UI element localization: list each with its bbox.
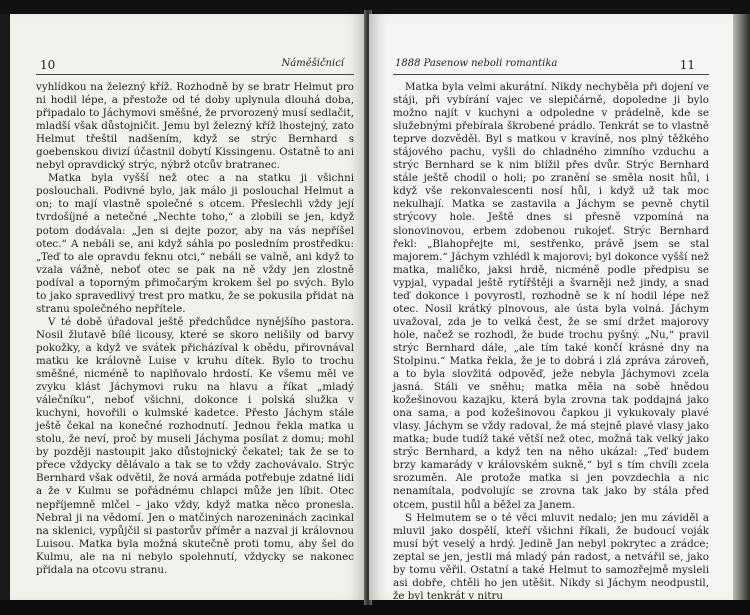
right-page-number: 11 — [679, 58, 695, 72]
left-paragraph: Matka byla vyšší než otec a na statku ji všichni poslouchali. Podivné bylo, jak málo ji poslouchal Helmut a on; to mají vlastně společné s otcem. Přeslechli vždy její tvrdošíjné a netečné „Nechte toho,“ a zlobili se jen, když potom dodávala: „Jen si dejte pozor, aby na vás nepříšel otec.“ A nebáli se, ani když sáhla po posledním prostředku: „Teď to ale opravdu feknu otci,“ nebáli se valně, ani když to vzala vážně, neboť otec se pak na ně vždy jen zlostně podíval a toporným přimočarým krokem šel po svých. Bylo to jako spravedlivý trest pro matku, že se pokusila přidat na stranu společného nepřítele. — [36, 172, 354, 315]
left-page — [10, 14, 366, 600]
left-running-head: Náměšičnicí — [281, 58, 344, 69]
scan-bottom-edge — [0, 600, 750, 615]
left-body-text — [36, 81, 354, 577]
left-paragraph: V té době úřadoval ještě předchůdce nynějšího pastora. Nosil žlutavě bílé licousy, které se skoro nelišily od barvy pokožky, a když ve svátek přicházíval k obědu, přirovnával matku ke královně Luise v kruhu dítek. Bylo to trochu směšné, nicméně to naplňovalo hrdostí. Ke všemu měl ve zvyku klást Jáchymovi ruku na hlavu a říkat „mladý válečníku“, neboť všichni, dokonce i polská služka v kuchyni, hovořili o kulmské kadetce. Přesto Jáchym stále ještě čekal na konečné rozhodnutí. Jednou řekla matka u stolu, že neví, proč by museli Jáchyma posílat z domu; mohl by později nastoupit jako důstojnický čekatel; tak že se to přece vždycky dělávalo a tak se to vždy zachovávalo. Strýc Bernhard však odvětil, že nová armáda potřebuje zdatné lidi a že v Kulmu se pořádnému chlapci může jen líbit. Otec nepříjemně mlčel – jako vždy, když matka něco pronesla. Nebral ji na vědomí. Jen o matčiných narozeninách zacinkal na sklenici, vypůjčil si pastorův příměr a nazval ji královnou Luisou. Matka byla možná skutečně proti tomu, aby šel do Kulmu, ale na ni nebylo spolehnutí, vždycky se nakonec přidala na otcovu stranu. — [36, 315, 354, 576]
right-paragraph: Matka byla velmi akurátní. Nikdy nechyběla při dojení ve stáji, při vybírání vajec ve slepičárně, dopoledne ji bylo možno najít v kuchyni a odpoledne v prádelně, kde se služebnými přebírala škrobené prádlo. Tenkrát se to vlastně teprve dozvěděl. Byl s matkou v kravíně, nos plný těžkého stájového pachu, vyšli do chladného zimního vzduchu a strýc Bernhard se k nim blížil přes dvůr. Strýc Bernhard stále ještě chodil o holi; po zranění se směla nosit hůl, i když vše rekonvalescenti nosí hůl, i když už tak moc nekulhají. Matka se zastavila a Jáchym se pevně chytil strýcovy hole. Ještě dnes si přesně vzpomíná na slonovinovou, erbem zdobenou rukojeť. Strýc Bernhard řekl: „Blahopřejte mi, sestřenko, právě jsem se stal majorem.“ Jáchym vzhlédl k majorovi; byl dokonce vyšší než matka, maličko, jaksi hrdě, nicméně podle předpisu se vypjal, vypadal ještě rytířštěji a švarněji než jindy, a snad teď dokonce i povyrostl, rozhodně se k ní hodil lépe než otec. Nosil krátký plnovous, ale ústa byla volná. Jáchym uvažoval, zda je to velká čest, že se smí držet majorovy hole, načež se rozhodl, že bude trochu pyšný. „Nu,“ pravil strýc Bernhard dále, „ale tím také končí krásné dny na Stolpinu.“ Matka řekla, že je to dobrá i zlá zpráva zároveň, a to byla slovžitá odpověď, ježe nebyla Jáchymovi zcela jasná. Stáli ve sněhu; matka měla na sobě hnědou kožešinovou kazajku, která byla zrovna tak poddajná jako ona sama, a pod kožešinovou čapkou ji vykukovaly plavé vlasy. Jáchym se vždy radoval, že má stejně plavé vlasy jako matka; bude tudíž také větší než otec, možná tak velký jako strýc Bernhard, a když ten na něho ukázal: „Teď budem brzy kamarády v královském sukně,“ byl s tím chvíli zcela srozuměn. Ale protože matka si jen povzdechla a nic nenamítala, podvolujíc se zrovna tak jako by stála před otcem, pustil hůl a běžel za Janem. — [393, 81, 709, 511]
right-body-text — [393, 81, 709, 600]
page-stack-edge — [733, 14, 750, 600]
right-header-rule — [393, 74, 709, 75]
right-paragraph: S Helmutem se o té věci mluvit nedalo; jen mu záviděl a mluvil jako dospělí, kteří všichni říkali, že budoucí voják musí být veselý a hrdý. Jedině Jan nebyl pokrytec a zrádce; zeptal se jen, jestli má mladý pán radost, a netvářil se, jako by tomu věřil. Ostatní a také Helmut to samozřejmě mysleli asi dobře, chtěli ho jen utěšit. Nikdy si Jáchym neodpustil, že byl tenkrát v nitru — [393, 511, 709, 600]
left-header-rule — [36, 74, 354, 75]
right-running-head: 1888 Pasenow neboli romantika — [395, 58, 558, 69]
left-paragraph: vyhlídkou na železný kříž. Rozhodně by se bratr Helmut pro ni hodil lépe, a přestože od té doby uplynula dlouhá doba, připadalo to Jáchymovi směšné, že prvorozený musí sedlačit, mladší však důstojničit. Jemu byl železný kříž lhostejný, zato Helmut třeštil nadšením, když se strýc Bernhard s goebenskou divizí účastnil dobytí Kissingenu. Ostatně to ani nebyl opravdický strýc, nýbrž otcův bratranec. — [36, 81, 354, 172]
scan-top-edge — [0, 0, 750, 14]
left-page-number: 10 — [40, 58, 56, 72]
right-page — [369, 14, 733, 600]
